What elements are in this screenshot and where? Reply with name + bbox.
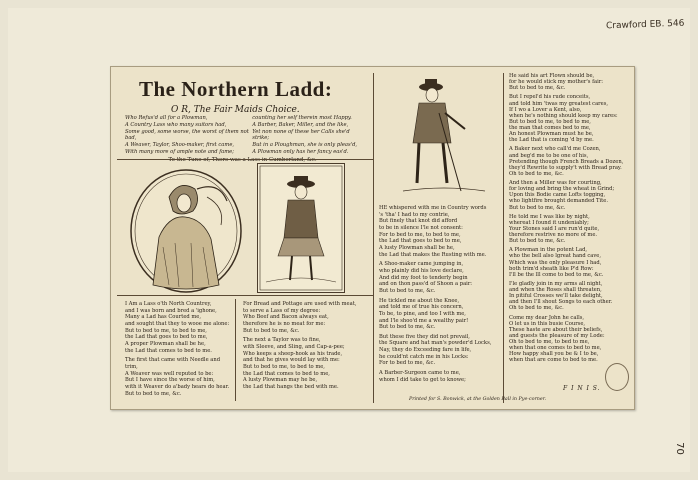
broadside-sheet [110, 66, 635, 410]
page-number: 70 [674, 442, 686, 455]
woodcut-woman-portrait [129, 167, 244, 295]
stanza: The next a Taylor was to fine, with Sleeve, and Sling, and Cap-a-pee; Who keeps a sheep-hook as his trade, and that he gives would lay with me: But to bed to me, to bed to me, the Lad that comes to bed to me, A lusty Plowman may he be, the Lad that hangs the bed with me. [243, 337, 345, 390]
printer-imprint: Printed for S. Bonwick, at the Golden Ball in Pye-corner. [409, 397, 547, 402]
tune-line: A Barber, Baker, Miller, and the like, [252, 121, 349, 128]
tune-line: A Weaver, Taylor, Shoo-maker, first came, [125, 142, 235, 148]
catalogue-reference: Crawford EB. 546 [605, 18, 685, 32]
tune-line: With many more of ample note and fame; [125, 148, 234, 155]
column-rule [235, 299, 236, 401]
ploughman-illustration [399, 73, 489, 201]
tune-line: A Country Lass who many suitors had, [125, 121, 227, 128]
woodcut-ploughman [399, 73, 489, 201]
stanza: For Bread and Pottage are used with meat, to serve a Lass of my degree: Who Beef and Bacon always eat, therefore he is no meat for me: But to bed to me, &c. [243, 301, 357, 334]
column-rule [373, 73, 374, 403]
stanza: But these five they did not prevail, the Square and hat man's powder'd Locks, Nay, they do Exceeding fare in life, he could'nt catch me in his Locks: For to bed to me, &c. [379, 333, 492, 367]
header-rule [117, 295, 373, 296]
stanza: A Plowman in the potent Lad, who the bell also lgreat hand cave, Which was the only pleasure I had, both trim'd sheath like P'd Row: I'll be the lll come to bed to me, &c. [509, 247, 604, 278]
stanza: He said his art Flown should be, for he would stick my mother's fair: But to bed to me, &c. [509, 73, 604, 92]
gentleman-illustration [258, 164, 344, 292]
ballad-title: The Northern Ladd: [139, 77, 333, 101]
tune-line: counting her self therein most Happy. [252, 115, 352, 121]
woodcut-gentleman [257, 163, 345, 293]
stanza: A Barber-Surgeon came to me, whom I did take to get to knowe; [379, 370, 466, 383]
library-stamp [605, 363, 629, 391]
stanza: The first that came with Needle and trim, A Weaver was well reputed to be: But I have since the worse of him, with it Weaver do a'bady hears do hear. But to bed to me, &c. [125, 357, 230, 397]
stanza: Come my dear John he calls, O let us in this busie Course, These haste are about their beliefs, and guests the pleasure of my Lode: Oh to bed to me, to bed to me, when that one comes to bed to me, How happy shall you be & I to be, when that are come to bed to me. [509, 314, 605, 364]
stanza: He told me I was like by night, whereat I found it undeniably; Your Stones said I are run'd quite, therefore restrive no more of me. But to bed to me, &c. [509, 213, 600, 245]
stanza: HE whispered with me in Country words 's 'tha' I had to my contrie, But finely that knot did afford to be in silence I'le not consent: For to bed to me, to bed to me, the Lad that goes to bed to me, A lusty Plowman shall be he, the Lad that makes the Rusting with me. [379, 205, 487, 258]
stanza: I'le gladly join in my arms all night, and when the Roses shall threaten, In pitiful Crosses we'll take delight, and then I'll shout Songs to each other. Oh to bed to me, &c. [509, 280, 613, 312]
finis-mark: F I N I S. [563, 385, 601, 392]
stanza: But I repel'd his rude conceits, and told him 'twas my greatest cares, If I wo a Lover a Kent, also, when he's nothing should keep my cares: But to bed to me, to bed to me, the man that comes bed to me, An honest Plowman must he be, the Lad that is coming 'd by me. [509, 94, 618, 144]
stanza: I Am a Lass o'th North Countrey, and I was born and bred a 'ighone, Many a Lad has Courted me, and sought that they to wooe me alone: But to bed to me, to bed to me, the Lad that goes to bed to me, A proper Plowman shall be he, the Lad that comes to bed to me. [125, 301, 230, 354]
tune-line: A Plowman only has her fancy eas'd. [252, 148, 349, 155]
tune-line: Who Refus'd all for a Plowman, [125, 115, 208, 121]
verse-column-3 [379, 205, 501, 386]
stanza: A Baker next who call'd me Cozen, and beg'd me to be one of his, Pretending though French Breads a Dozen, they'd Rewrite to supply't with Bread pray. Oh to bed to me, &c. [509, 146, 624, 177]
tune-left [125, 115, 252, 156]
tune-right [252, 115, 360, 156]
tune-line: Some good, some worse, the worst of them not bad, [125, 128, 249, 142]
verse-column-4 [509, 73, 631, 367]
ballad-subtitle: O R, The Fair Maids Choice. [171, 105, 300, 115]
header-rule [117, 159, 373, 160]
stanza: He tickled me about the Knee, and told me of true his concern, To be, to pine, and too I with me, and I'le shoo'd me a wealthy pair! But to bed to me, &c. [379, 297, 469, 331]
column-rule [503, 73, 504, 403]
tune-header [125, 115, 360, 164]
tune-line: But in a Ploughman, she is only pleas'd, [252, 142, 358, 148]
stanza: And then a Miller was for courting, for loving and bring the wheat in Grind; Upon this Bodie came Lofts togging, who lightfire brought demanded Tite. But to bed to me, &c. [509, 180, 615, 211]
stanza: A Shoo-maker came jumping in, who plainly did his love declare, And did my foot to tenderly begin and on thon pass'd of Shoon a pair: But to bed to me, &c. [379, 261, 473, 294]
verse-column-2 [243, 301, 369, 394]
tune-line: Yet non none of these her Calls she'd strike; [252, 128, 350, 142]
verse-column-1 [125, 301, 233, 400]
woman-portrait-illustration [129, 167, 244, 295]
